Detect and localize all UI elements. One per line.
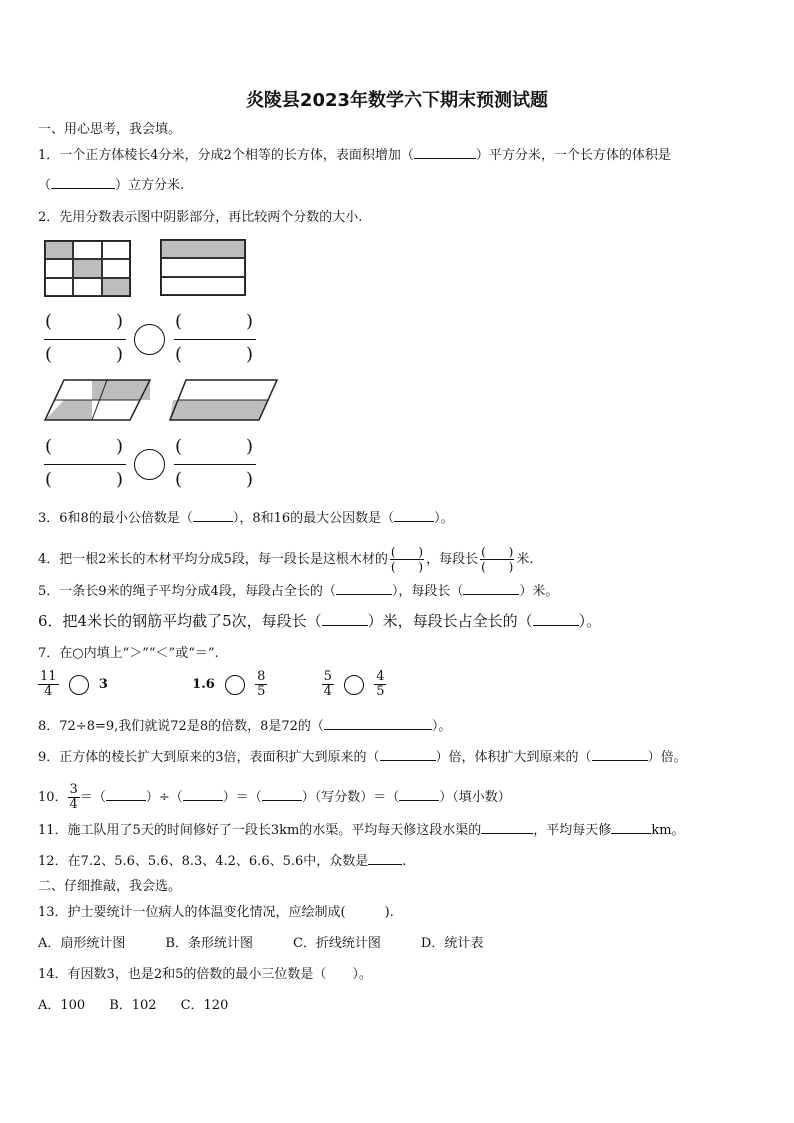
q5-blank-2[interactable] [463,582,519,595]
question-3 [38,509,454,528]
q8-text-a: 8．72÷8=9,我们就说72是8的倍数，8是72的（ [38,719,324,734]
compare-circle[interactable] [134,324,165,355]
q5-blank-1[interactable] [336,582,392,595]
question-6 [38,612,601,630]
compare-circle[interactable] [134,449,165,480]
page-title: 炎陵县2023年数学六下期末预测试题 [245,90,549,111]
figure-rows-3 [160,239,246,296]
section-1-heading: 一、用心思考，我会填。 [38,122,182,137]
q13-options [38,935,483,953]
question-9 [38,748,687,767]
q10-fraction: $\frac{3}{4}$ [69,782,78,812]
fraction-bar [44,464,126,465]
q6-blank-1[interactable] [322,613,368,626]
q10-blank-2[interactable] [183,788,223,801]
section-2-heading: 二、仔细推敲，我会选。 [38,879,182,894]
q7-circle-3[interactable] [344,675,364,695]
q12-text-a: 12．在7.2、5.6、5.6、8.3、4.2、6.6、5.6中，众数是 [38,854,369,869]
q10-blank-1[interactable] [106,788,146,801]
q1-blank-2[interactable] [51,176,115,189]
paren-left: ( [175,311,183,332]
q7-circle-1[interactable] [69,675,89,695]
q6-text-c: ）。 [578,612,602,630]
q7-fraction-3: $\frac{5}{4}$ [323,669,332,699]
q3-text-c: ）。 [434,511,454,526]
q8-text-b: ）。 [431,719,452,734]
q10-text-e: ）（填小数） [439,790,511,805]
question-14: 14．有因数3，也是2和5的倍数的最小三位数是（ ）。 [38,967,372,982]
q6-blank-2[interactable] [533,613,579,626]
grid-cell-shaded [73,259,101,277]
q10-text-d: ）（写分数）＝（ [301,790,400,805]
q11-blank-1[interactable] [481,821,533,834]
figure-grid-3x3 [44,240,131,297]
q11-text-a: 11．施工队用了5天的时间修好了一段长3km的水渠。平均每天修这段水渠的 [38,823,482,838]
q11-text-b: ，平均每天修 [533,823,612,838]
q1-text-c: （ [38,178,52,193]
parallelogram-figures [42,378,282,424]
q7-circle-2[interactable] [225,675,245,695]
parallelogram-2 [170,380,277,420]
q5-text-b: ），每段长（ [391,584,464,599]
q4-text-c: 米. [516,552,534,567]
q8-blank[interactable] [324,717,432,730]
grid-cell [45,278,73,296]
row-cell-shaded [161,240,245,258]
q10-text-c: ）＝（ [222,790,262,805]
grid-cell [102,241,130,259]
q9-text-b: ）倍，体积扩大到原来的（ [435,750,592,765]
grid-cell [102,259,130,277]
q14-option-b[interactable]: B．102 [109,998,157,1013]
paren-right: ) [246,344,254,365]
paren-right: ) [116,311,124,332]
q13-option-d[interactable]: D．统计表 [420,936,484,951]
q6-text-a: 6．把4米长的钢筋平均截了5次，每段长（ [38,612,322,630]
paren-right: ) [116,469,124,490]
paren-left: ( [45,344,53,365]
q12-text-b: . [402,854,407,869]
q13-option-c[interactable]: C．折线统计图 [292,936,381,951]
paren-left: ( [175,469,183,490]
q9-blank-1[interactable] [380,748,436,761]
q7-value: 3 [98,677,108,692]
q7-fraction-1: $\frac{11}{4}$ [40,669,57,699]
question-4 [38,545,533,574]
question-12 [38,852,406,871]
paren-left: ( [175,436,183,457]
grid-cell-shaded [102,278,130,296]
shaded-part [45,400,92,420]
q4-text-b: ，每段长 [426,552,479,567]
q3-text-a: 3．6和8的最小公倍数是（ [38,511,193,526]
q7-value: 1.6 [192,677,215,692]
grid-cell-shaded [45,241,73,259]
question-7: 7．在○内填上“＞”“＜”或“＝”. [38,646,219,661]
q12-blank[interactable] [368,852,402,865]
paren-right: ) [246,311,254,332]
q4-fraction-blank-1[interactable]: ( ) ( ) [390,545,424,574]
paren-right: ) [116,436,124,457]
q14-option-a[interactable]: A．100 [38,998,86,1013]
q10-blank-4[interactable] [399,788,439,801]
paren-right: ) [246,469,254,490]
q3-blank-1[interactable] [193,509,233,522]
q1-text-a: 1．一个正方体棱长4分米，分成2个相等的长方体，表面积增加（ [38,148,414,163]
fraction-bar [174,339,256,340]
q3-text-b: ），8和16的最大公因数是（ [232,511,395,526]
q10-label: 10． [38,790,68,805]
paren-right: ) [246,436,254,457]
q14-options [38,997,228,1015]
paren-left: ( [45,436,53,457]
q7-fraction-2: $\frac{8}{5}$ [257,669,266,699]
q1-text-b: ）平方分米，一个长方体的体积是 [475,148,671,163]
q1-text-d: ）立方分米. [115,178,185,193]
q7-compare-row [38,670,386,699]
q13-option-b[interactable]: B．条形统计图 [165,936,253,951]
question-8 [38,717,451,736]
question-5 [38,582,558,601]
question-13: 13．护士要统计一位病人的体温变化情况，应绘制成( ). [38,905,394,920]
row-cell [161,277,245,295]
q9-text-c: ）倍。 [647,750,687,765]
q10-blank-3[interactable] [262,788,302,801]
q10-text-b: ）÷（ [145,790,183,805]
row-cell [161,258,245,276]
fraction-bar [174,464,256,465]
question-11 [38,821,685,840]
fraction-bar [44,339,126,340]
q4-fraction-blank-2[interactable]: ( ) ( ) [481,545,514,574]
grid-cell [45,259,73,277]
q1-blank-1[interactable] [414,146,476,159]
q11-text-c: km。 [651,823,685,838]
question-2: 2．先用分数表示图中阴影部分，再比较两个分数的大小. [38,210,363,225]
paren-left: ( [45,469,53,490]
q5-text-c: ）米。 [519,584,559,599]
q13-option-a[interactable]: A．扇形统计图 [38,936,126,951]
q7-fraction-4: $\frac{4}{5}$ [376,669,385,699]
q5-text-a: 5．一条长9米的绳子平均分成4段，每段占全长的（ [38,584,336,599]
paren-left: ( [45,311,53,332]
question-1 [38,146,671,165]
q3-blank-2[interactable] [394,509,434,522]
grid-cell [73,241,101,259]
q9-text-a: 9．正方体的棱长扩大到原来的3倍，表面积扩大到原来的（ [38,750,380,765]
question-1-cont [38,176,184,195]
question-10 [38,783,511,812]
q10-text-a: ＝（ [79,790,106,805]
shaded-part [170,400,268,420]
q9-blank-2[interactable] [592,748,648,761]
parallelogram-1 [45,380,192,420]
q4-text-a: 4．把一根2米长的木材平均分成5段，每一段长是这根木材的 [38,552,388,567]
q6-text-b: ）米，每段长占全长的（ [367,612,533,630]
q14-option-c[interactable]: C．120 [180,998,229,1013]
q11-blank-2[interactable] [611,821,651,834]
paren-left: ( [175,344,183,365]
grid-cell [73,278,101,296]
paren-right: ) [116,344,124,365]
